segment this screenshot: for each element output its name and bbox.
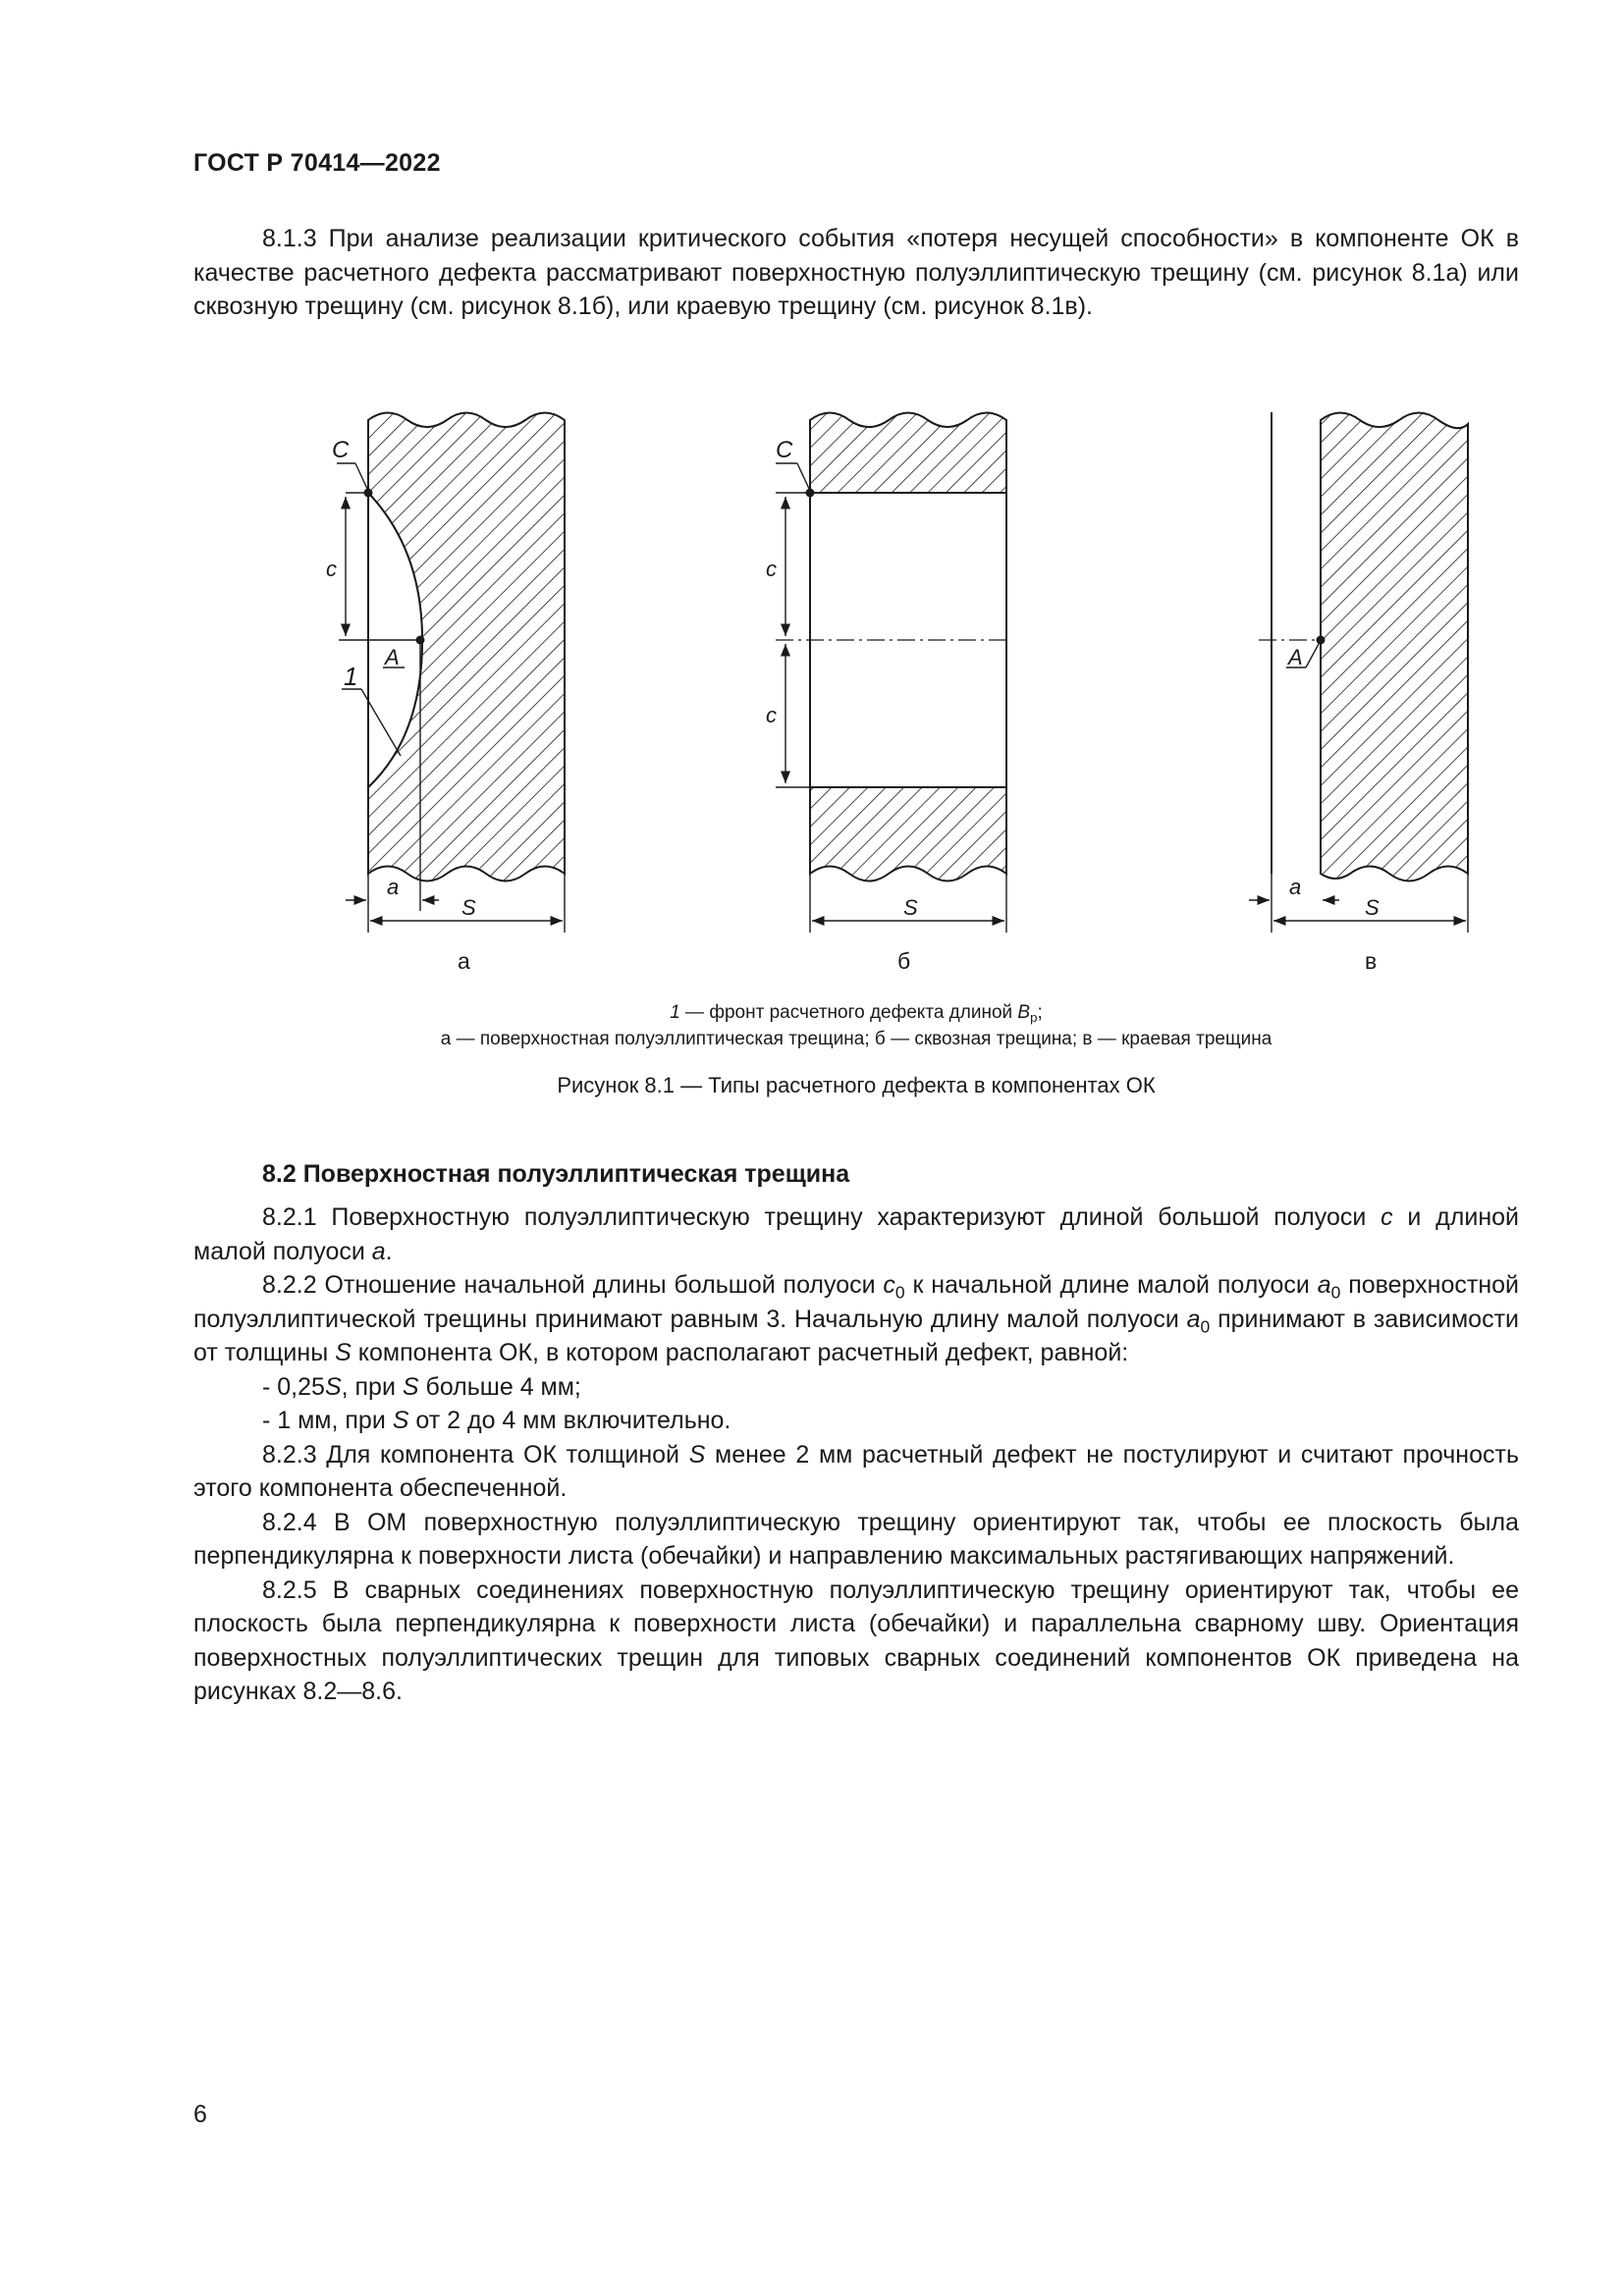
panel-a-caption: а — [458, 948, 470, 974]
paragraph-8-2-5: 8.2.5 В сварных соединениях поверхностную полуэллиптическую трещину ориентируют так, чтобы ее плоскость была перпендикулярна к поверхности листа (обечайки) и параллельна сварному шву. Ориентация поверхностных полуэллиптических трещин для типовых сварных соединений компонентов ОК приведена на рисунках 8.2—8.6. — [193, 1575, 1519, 1705]
panel-b-label-c1: c — [766, 557, 777, 581]
list-item-1: - 0,25S, при S больше 4 мм; — [262, 1372, 581, 1401]
section-title-8-2: 8.2 Поверхностная полуэллиптическая трещина — [262, 1160, 850, 1188]
figure-8-1-drawing — [0, 373, 1624, 1001]
panel-v-label-S: S — [1365, 895, 1380, 920]
panel-a-label-S: S — [461, 895, 476, 920]
panel-b-top-block — [810, 413, 1006, 494]
paragraph-8-2-3: 8.2.3 Для компонента ОК толщиной S менее 2 мм расчетный дефект не постулируют и считают прочность этого компонента обеспеченной. — [193, 1440, 1519, 1502]
panel-b-caption: б — [897, 948, 911, 974]
page-number: 6 — [193, 2101, 207, 2128]
figure-caption: Рисунок 8.1 — Типы расчетного дефекта в компонентах ОК — [557, 1073, 1156, 1097]
panel-v-solid — [1321, 413, 1468, 881]
panel-v-label-A: A — [1288, 645, 1303, 669]
panel-b-label-S: S — [903, 895, 918, 920]
figure-legend-line-2: а — поверхностная полуэллиптическая трещина; б — сквозная трещина; в — краевая трещина — [440, 1029, 1272, 1049]
panel-b-label-c2: c — [766, 703, 777, 727]
panel-v-caption: в — [1365, 948, 1378, 974]
list-item-2: - 1 мм, при S от 2 до 4 мм включительно. — [262, 1407, 731, 1434]
panel-a-label-1: 1 — [344, 662, 358, 691]
document-header: ГОСТ Р 70414—2022 — [193, 149, 441, 177]
figure-8-1 — [0, 373, 1624, 1001]
panel-b — [766, 413, 1011, 975]
panel-b-bottom-block — [810, 787, 1006, 881]
figure-legend-line-1: 1 — фронт расчетного дефекта длиной $B_р$; — [670, 1002, 1043, 1025]
panel-v-label-a: a — [1289, 875, 1302, 899]
panel-a-label-C: C — [332, 437, 350, 463]
panel-a-label-c: c — [326, 557, 337, 581]
paragraph-8-1-3: 8.1.3 При анализе реализации критического события «потеря несущей способности» в компоненте ОК в качестве расчетного дефекта рассматривают поверхностную полуэллиптическую трещину (см. рисунок 8.1а) или сквозную трещину (см. рисунок 8.1б), или краевую трещину (см. рисунок 8.1в). — [193, 225, 1519, 320]
section-8-2-body — [193, 1201, 1519, 1709]
paragraph-8-2-2: 8.2.2 Отношение начальной длины большой полуоси $c_0$ к начальной длине малой полуоси $a_0$ поверхностной полуэллиптической трещины принимают равным 3. Начальную длину малой полуоси $a_0$ принимают в зависимости от толщины S компонента ОК, в котором располагают расчетный дефект, равной: — [193, 1271, 1519, 1366]
paragraph-8-2-1: 8.2.1 Поверхностную полуэллиптическую трещину характеризуют длиной большой полуоси c и длиной малой полуоси a. — [193, 1203, 1519, 1265]
panel-b-label-C: C — [776, 437, 793, 463]
paragraph-8-2-4: 8.2.4 В ОМ поверхностную полуэллиптическую трещину ориентируют так, чтобы ее плоскость была перпендикулярна к поверхности листа (обечайки) и направлению максимальных растягивающих напряжений. — [193, 1508, 1519, 1570]
panel-v — [1249, 412, 1468, 974]
panel-a-label-a: a — [387, 875, 400, 899]
panel-a — [326, 413, 565, 975]
panel-a-label-A: A — [385, 645, 400, 669]
